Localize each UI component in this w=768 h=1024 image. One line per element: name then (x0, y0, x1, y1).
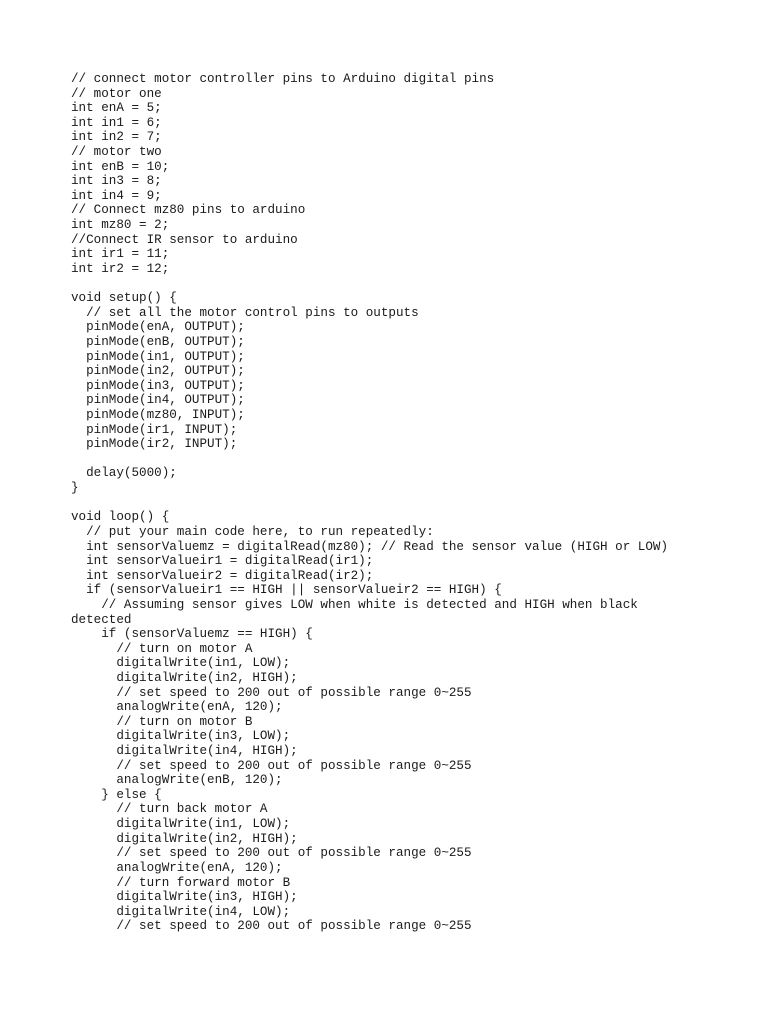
code-line: digitalWrite(in4, HIGH); (71, 744, 298, 759)
code-line: // motor two (71, 145, 162, 160)
code-line: pinMode(mz80, INPUT); (71, 408, 245, 423)
code-line (71, 277, 668, 292)
code-line: } else { (71, 787, 162, 802)
code-line (71, 452, 668, 467)
code-line: digitalWrite(in4, LOW); (71, 904, 291, 919)
code-line: int in4 = 9; (71, 188, 162, 203)
code-line: analogWrite(enA, 120); (71, 860, 283, 875)
code-line: if (sensorValueir1 == HIGH || sensorValueir2 == HIGH) { (71, 583, 502, 598)
code-line: pinMode(in2, OUTPUT); (71, 364, 245, 379)
code-line: int enA = 5; (71, 101, 162, 116)
code-listing (71, 72, 668, 934)
code-line: digitalWrite(in3, LOW); (71, 729, 291, 744)
code-line: int in1 = 6; (71, 115, 162, 130)
code-line: analogWrite(enA, 120); (71, 700, 283, 715)
code-line: // turn on motor A (71, 641, 253, 656)
code-line: int in3 = 8; (71, 174, 162, 189)
code-line: digitalWrite(in1, LOW); (71, 656, 291, 671)
code-line: pinMode(ir1, INPUT); (71, 422, 238, 437)
code-line: pinMode(in1, OUTPUT); (71, 349, 245, 364)
code-line: // set speed to 200 out of possible range 0~255 (71, 919, 472, 934)
code-line: // turn forward motor B (71, 875, 291, 890)
code-line: pinMode(enB, OUTPUT); (71, 334, 245, 349)
code-line: int sensorValueir2 = digitalRead(ir2); (71, 568, 374, 583)
code-line: int in2 = 7; (71, 130, 162, 145)
code-line: int sensorValueir1 = digitalRead(ir1); (71, 554, 374, 569)
code-line: // set all the motor control pins to outputs (71, 305, 419, 320)
code-line: } (71, 481, 79, 496)
code-line: pinMode(enA, OUTPUT); (71, 320, 245, 335)
code-line: // connect motor controller pins to Arduino digital pins (71, 72, 495, 86)
code-line: void loop() { (71, 510, 170, 525)
code-line: digitalWrite(in3, HIGH); (71, 890, 298, 905)
code-line: // Connect mz80 pins to arduino (71, 203, 306, 218)
code-line: // set speed to 200 out of possible range 0~255 (71, 758, 472, 773)
code-line: // motor one (71, 86, 162, 101)
code-line: // set speed to 200 out of possible range 0~255 (71, 685, 472, 700)
code-line: digitalWrite(in2, HIGH); (71, 831, 298, 846)
code-line: analogWrite(enB, 120); (71, 773, 283, 788)
code-line: //Connect IR sensor to arduino (71, 232, 298, 247)
code-line: // turn back motor A (71, 802, 268, 817)
code-line: pinMode(in4, OUTPUT); (71, 393, 245, 408)
code-line: digitalWrite(in2, HIGH); (71, 670, 298, 685)
code-line: // Assuming sensor gives LOW when white is detected and HIGH when black (71, 597, 638, 612)
code-line: delay(5000); (71, 466, 177, 481)
code-line: int ir2 = 12; (71, 261, 170, 276)
code-line: // set speed to 200 out of possible range 0~255 (71, 846, 472, 861)
code-line: // turn on motor B (71, 714, 253, 729)
code-line: digitalWrite(in1, LOW); (71, 817, 291, 832)
code-line: pinMode(in3, OUTPUT); (71, 378, 245, 393)
code-line: int sensorValuemz = digitalRead(mz80); // Read the sensor value (HIGH or LOW) (71, 539, 669, 554)
code-line: int enB = 10; (71, 159, 170, 174)
code-line: int ir1 = 11; (71, 247, 170, 262)
code-line (71, 496, 668, 511)
code-line: detected (71, 612, 132, 627)
code-line: if (sensorValuemz == HIGH) { (71, 627, 313, 642)
code-line: // put your main code here, to run repeatedly: (71, 524, 434, 539)
code-line: pinMode(ir2, INPUT); (71, 437, 238, 452)
code-line: void setup() { (71, 291, 177, 306)
code-line: int mz80 = 2; (71, 218, 170, 233)
